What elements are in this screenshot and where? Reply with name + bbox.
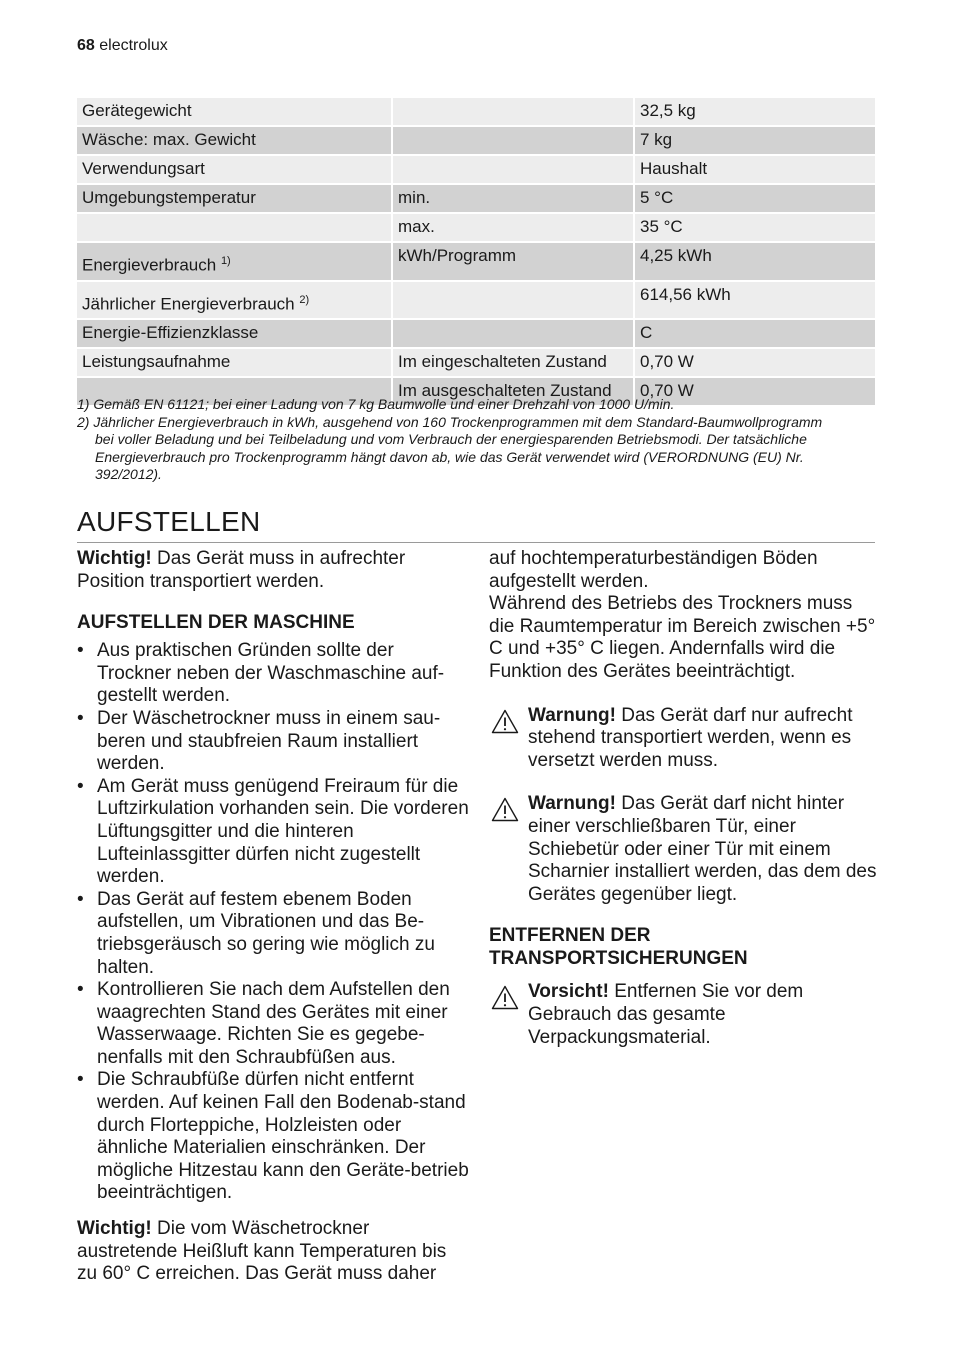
table-cell: kWh/Programm xyxy=(393,243,635,280)
table-cell: Gerätegewicht xyxy=(77,98,393,125)
warning-label: Warnung! xyxy=(528,704,616,726)
subheading-transport xyxy=(489,924,877,970)
bullet-icon: • xyxy=(77,707,84,729)
table-row xyxy=(77,156,875,183)
list-item-text: Der Wäschetrockner muss in einem sau-beren und staubfreien Raum installiert werden. xyxy=(97,707,441,775)
warning-triangle-icon xyxy=(491,797,519,822)
note-label: Wichtig! xyxy=(77,548,152,569)
table-cell xyxy=(77,214,393,241)
table-cell: Energie-Effizienzklasse xyxy=(77,320,393,347)
right-column xyxy=(489,548,877,1049)
table-cell: Leistungsaufnahme xyxy=(77,349,393,376)
list-item-text: Das Gerät auf festem ebenem Boden aufstellen, um Vibrationen und das Be-triebsgeräusch so gering wie möglich zu halten. xyxy=(97,888,435,978)
table-cell: 614,56 kWh xyxy=(635,282,875,319)
table-cell xyxy=(393,320,635,347)
page-header xyxy=(77,37,168,55)
table-cell xyxy=(77,282,393,319)
list-item-text: Aus praktischen Gründen sollte der Trockner neben der Waschmaschine auf-gestellt werden. xyxy=(97,640,445,707)
warning-text xyxy=(528,793,877,906)
subheading-setup: AUFSTELLEN DER MASCHINE xyxy=(77,612,355,634)
list-item xyxy=(77,776,469,889)
bullet-icon: • xyxy=(77,888,84,910)
bullet-icon: • xyxy=(77,640,84,662)
paragraph: auf hochtemperaturbeständigen Böden aufgestellt werden. xyxy=(489,548,818,592)
warning-text xyxy=(528,705,877,773)
list-item xyxy=(77,889,469,979)
table-cell: Im eingeschalteten Zustand xyxy=(393,349,635,376)
table-cell: 32,5 kg xyxy=(635,98,875,125)
warning-body: Das Gerät darf nur aufrecht stehend transportiert werden, wenn es versetzt werden muss. xyxy=(528,704,853,771)
cell-text: Jährlicher Energieverbrauch xyxy=(82,294,295,314)
caution-body: Entfernen Sie vor dem Gebrauch das gesamte Verpackungsmaterial. xyxy=(528,981,804,1048)
brand-name: electrolux xyxy=(99,37,168,54)
footnotes xyxy=(77,396,837,484)
list-item xyxy=(77,640,469,708)
table-row xyxy=(77,185,875,212)
table-cell: 0,70 W xyxy=(635,378,875,405)
list-item-text: Die Schraubfüße dürfen nicht entfernt werden. Auf keinen Fall den Bodenab-stand durch Florteppiche, Holzleisten oder ähnliche Materialien einschränken. Der mögliche Hitzestau kann den Geräte-betrieb beeinträchtigen. xyxy=(97,1069,469,1204)
table-row xyxy=(77,214,875,241)
warning-triangle-icon xyxy=(491,709,519,734)
left-column xyxy=(77,548,469,1286)
warning-label: Warnung! xyxy=(528,793,616,815)
table-cell: min. xyxy=(393,185,635,212)
table-cell: C xyxy=(635,320,875,347)
note-label: Wichtig! xyxy=(77,1218,152,1240)
table-cell: Wäsche: max. Gewicht xyxy=(77,127,393,154)
footnote-ref: 1) xyxy=(220,255,231,267)
table-cell: 35 °C xyxy=(635,214,875,241)
table-cell: Umgebungstemperatur xyxy=(77,185,393,212)
note-text: Die vom Wäschetrockner austretende Heißluft kann Temperaturen bis zu 60° C erreichen. Das Gerät muss daher xyxy=(77,1218,447,1285)
table-cell: 4,25 kWh xyxy=(635,243,875,280)
section-title: AUFSTELLEN xyxy=(77,506,875,543)
caution-label: Vorsicht! xyxy=(528,981,609,1003)
table-row xyxy=(77,98,875,125)
table-cell xyxy=(77,243,393,280)
bullet-icon: • xyxy=(77,775,84,797)
table-cell: 0,70 W xyxy=(635,349,875,376)
footnote-ref: 2) xyxy=(299,293,310,306)
table-row xyxy=(77,282,875,319)
subheading-line: ENTFERNEN DER xyxy=(489,925,651,947)
table-cell: max. xyxy=(393,214,635,241)
caution-block xyxy=(489,981,877,1049)
list-item xyxy=(77,1069,469,1205)
table-row xyxy=(77,320,875,347)
footnote: 2) Jährlicher Energieverbrauch in kWh, ausgehend von 160 Trockenprogrammen mit dem Standard-Baumwollprogramm bei voller Beladung und bei Teilbeladung und vom Verbrauch der energiesparenden Betriebsmodi. Der tatsächliche Energieverbrauch pro Trockenprogramm hängt davon ab, wie das Gerät verwendet wird (VERORDNUNG (EU) Nr. 392/2012). xyxy=(77,413,823,482)
important-note xyxy=(77,1218,469,1286)
table-row xyxy=(77,243,875,280)
specifications-table xyxy=(77,96,875,407)
list-item-text: Kontrollieren Sie nach dem Aufstellen den waagrechten Stand des Gerätes mit einer Wasserwaage. Richten Sie es gegebe-nenfalls mit den Schraubfüßen aus. xyxy=(97,979,450,1068)
table-row xyxy=(77,349,875,376)
paragraph: Während des Betriebs des Trockners muss die Raumtemperatur im Bereich zwischen +5° C und +35° C liegen. Andernfalls wird die Funktion des Gerätes beeinträchtigt. xyxy=(489,593,876,682)
subheading-line: TRANSPORTSICHERUNGEN xyxy=(489,948,748,970)
setup-list xyxy=(77,640,469,1205)
bullet-icon: • xyxy=(77,1069,84,1091)
table-cell: Haushalt xyxy=(635,156,875,183)
table-cell xyxy=(393,156,635,183)
warning-triangle-icon xyxy=(491,985,519,1010)
warning-block xyxy=(489,793,877,906)
note-text: Das Gerät muss in aufrechter Position transportiert werden. xyxy=(77,548,406,592)
cell-text: Energieverbrauch xyxy=(82,255,217,275)
table-cell xyxy=(393,282,635,319)
table-cell: 7 kg xyxy=(635,127,875,154)
footnote: 1) Gemäß EN 61121; bei einer Ladung von 7 kg Baumwolle und einer Drehzahl von 1000 U/min. xyxy=(77,396,675,412)
warning-block xyxy=(489,705,877,773)
page-number: 68 xyxy=(77,37,95,54)
list-item xyxy=(77,979,469,1069)
table-cell: Im ausgeschalteten Zustand xyxy=(393,378,635,405)
list-item-text: Am Gerät muss genügend Freiraum für die Luftzirkulation vorhanden sein. Die vorderen Lüftungsgitter und die hinteren Lufteinlassgitter dürfen nicht zugestellt werden. xyxy=(97,775,469,888)
important-note xyxy=(77,548,469,593)
warning-body: Das Gerät darf nicht hinter einer verschließbaren Tür, einer Schiebetür oder einer Tür mit einem Scharnier installiert werden, das dem des Gerätes gegenüber liegt. xyxy=(528,793,877,905)
bullet-icon: • xyxy=(77,979,84,1001)
list-item xyxy=(77,708,469,776)
table-row xyxy=(77,127,875,154)
table-cell xyxy=(393,98,635,125)
caution-text xyxy=(528,981,877,1049)
table-cell xyxy=(393,127,635,154)
table-cell: Verwendungsart xyxy=(77,156,393,183)
table-cell: 5 °C xyxy=(635,185,875,212)
